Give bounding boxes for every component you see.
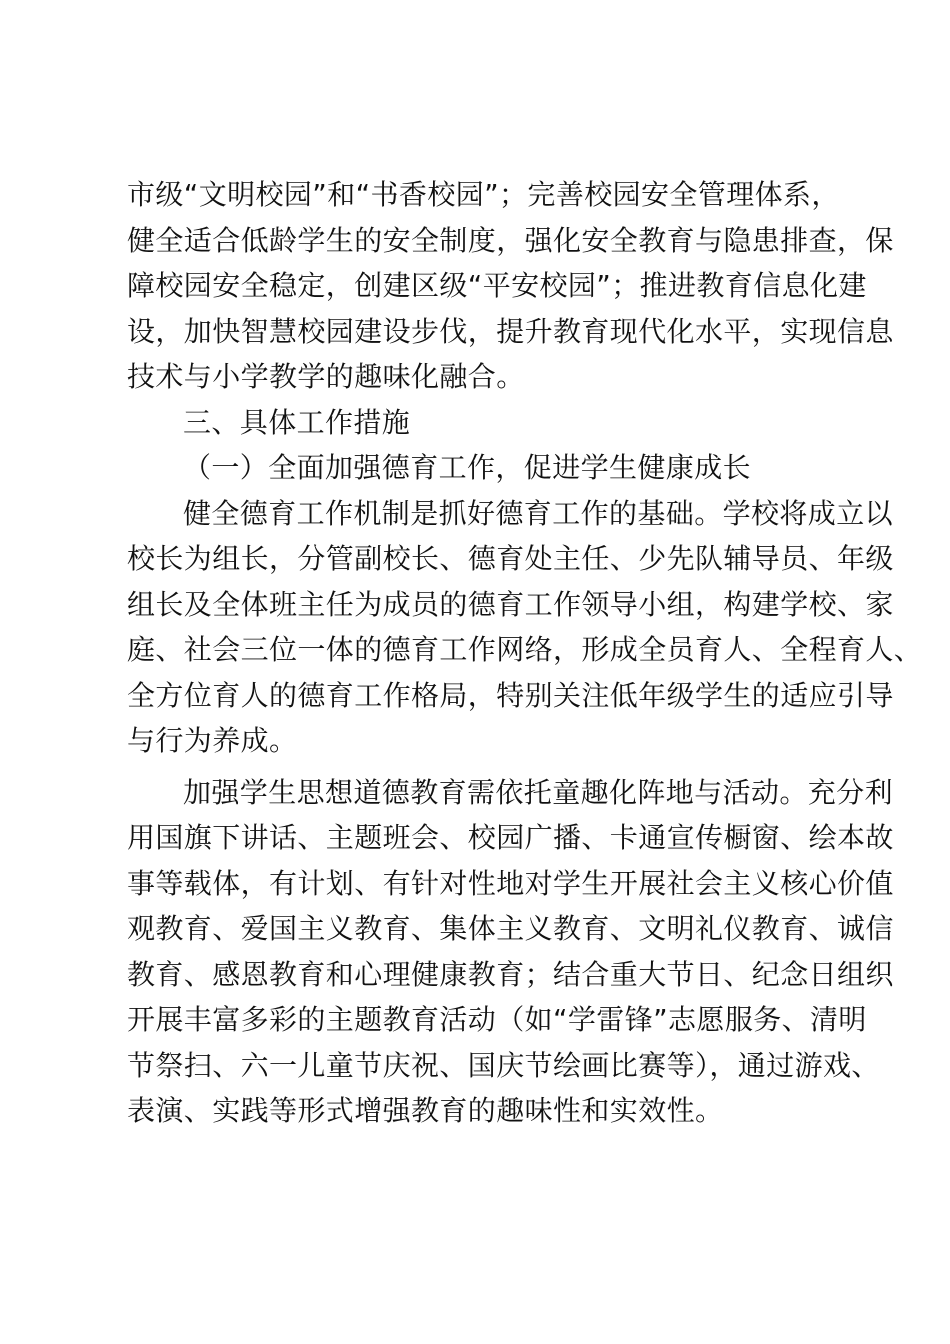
text-line: 开展丰富多彩的主题教育活动（如“学雷锋”志愿服务、清明 xyxy=(127,1003,867,1036)
text-line: 全方位育人的德育工作格局，特别关注低年级学生的适应引导 xyxy=(127,678,894,712)
text-line: 节祭扫、六一儿童节庆祝、国庆节绘画比赛等），通过游戏、 xyxy=(127,1048,880,1082)
text-line: 校长为组长，分管副校长、德育处主任、少先队辅导员、年级 xyxy=(127,542,894,575)
paragraph-continuation xyxy=(127,172,894,400)
text-line: 事等载体，有计划、有针对性地对学生开展社会主义核心价值 xyxy=(127,866,894,900)
section-heading: 三、具体工作措施 xyxy=(183,405,411,439)
text-line: 设，加快智慧校园建设步伐，提升教育现代化水平，实现信息 xyxy=(127,314,894,348)
text-line: 障校园安全稳定，创建区级“平安校园”；推进教育信息化建 xyxy=(127,269,867,302)
text-line: 健全适合低龄学生的安全制度，强化安全教育与隐患排查，保 xyxy=(127,223,894,257)
text-line: 用国旗下讲话、主题班会、校园广播、卡通宣传橱窗、绘本故 xyxy=(127,821,894,854)
text-line: 教育、感恩教育和心理健康教育；结合重大节日、纪念日组织 xyxy=(127,957,894,991)
text-line: 技术与小学教学的趣味化融合。 xyxy=(127,360,525,393)
text-line: 与行为养成。 xyxy=(127,724,298,757)
text-line: 加强学生思想道德教育需依托童趣化阵地与活动。充分利 xyxy=(183,775,894,809)
text-line: 观教育、爱国主义教育、集体主义教育、文明礼仪教育、诚信 xyxy=(127,912,894,945)
subsection-heading: （一）全面加强德育工作，促进学生健康成长 xyxy=(183,451,752,484)
document-body xyxy=(127,172,923,1134)
text-line: 组长及全体班主任为成员的德育工作领导小组，构建学校、家 xyxy=(127,587,894,621)
text-line: 庭、社会三位一体的德育工作网络，形成全员育人、全程育人、 xyxy=(127,633,923,666)
text-line: 健全德育工作机制是抓好德育工作的基础。学校将成立以 xyxy=(183,496,894,530)
text-line: 表演、实践等形式增强教育的趣味性和实效性。 xyxy=(127,1094,724,1127)
paragraph-moral-education xyxy=(127,770,894,1134)
paragraph-mechanism xyxy=(127,491,923,764)
text-line: 市级“文明校园”和“书香校园”；完善校园安全管理体系， xyxy=(127,178,840,211)
